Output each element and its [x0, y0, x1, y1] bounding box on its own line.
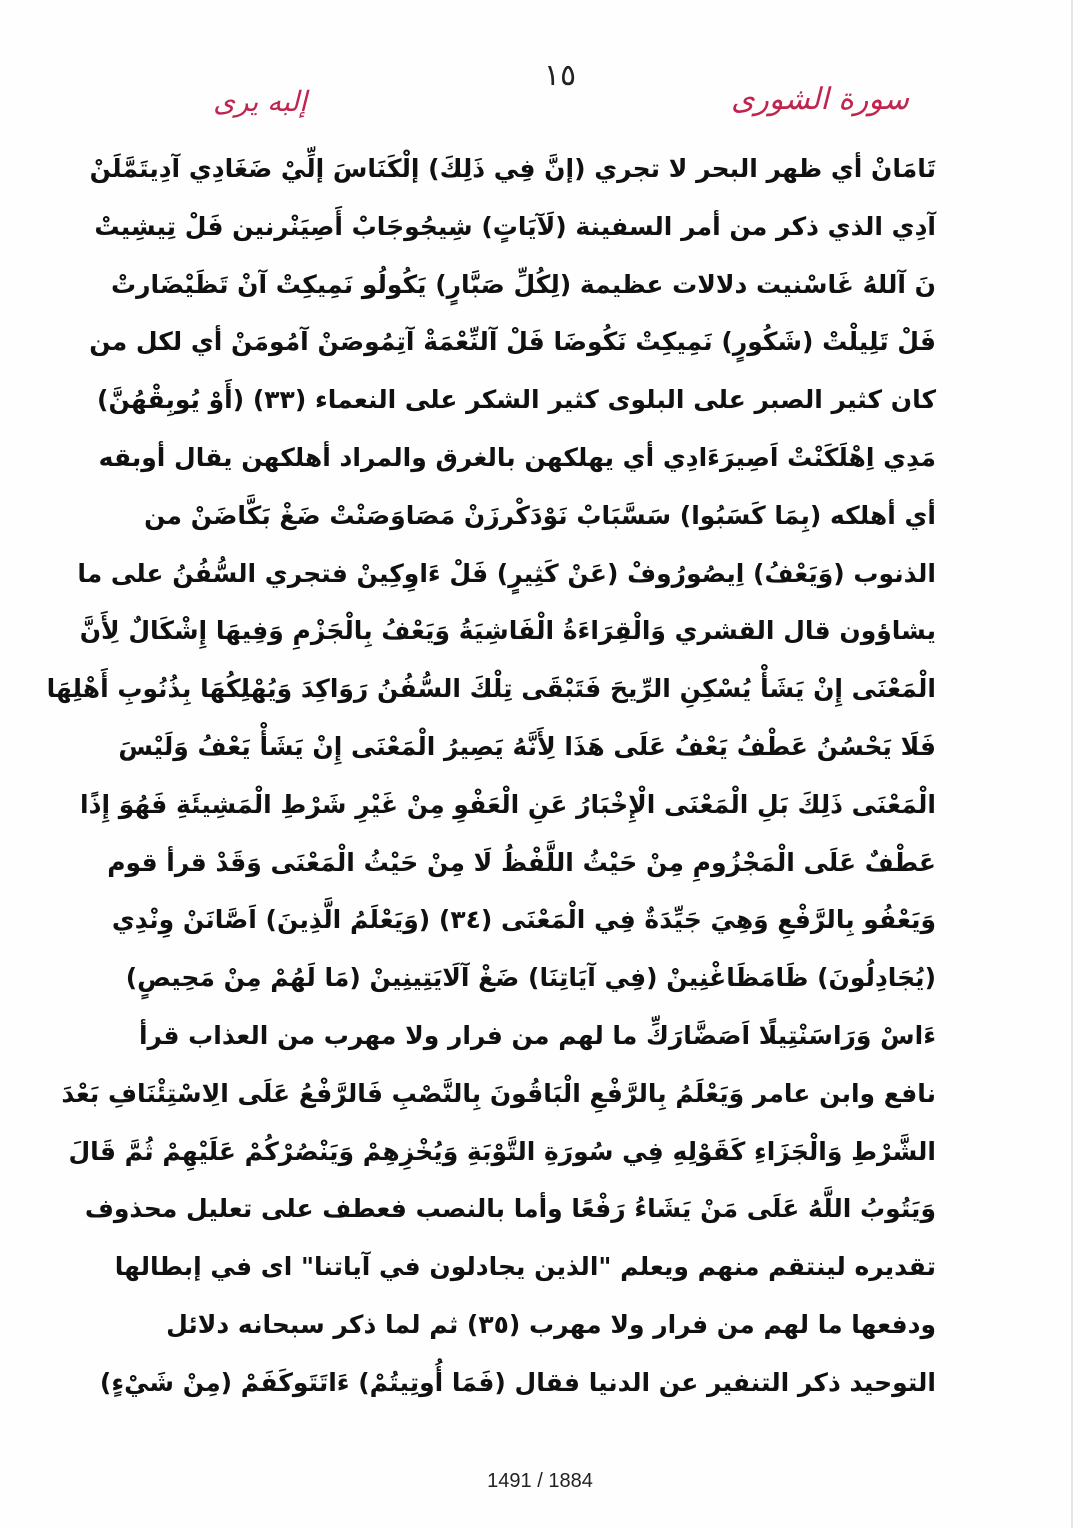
text-line: عَطْفٌ عَلَى الْمَجْزُومِ مِنْ حَيْثُ اللَّفْظُ لَا مِنْ حَيْثُ الْمَعْنَى وَقَدْ قرأ قوم — [107, 847, 936, 877]
text-line: فَلَا يَحْسُنُ عَطْفُ يَعْفُ عَلَى هَذَا لِأَنَّهُ يَصِيرُ الْمَعْنَى إِنْ يَشَأْ يَعْفُ وَلَيْسَ — [118, 731, 936, 761]
text-line: الْمَعْنَى ذَلِكَ بَلِ الْمَعْنَى الْإِخْبَارُ عَنِ الْعَفْوِ مِنْ غَيْرِ شَرْطِ الْمَشِيئَةِ فَهُوَ إِذًا — [80, 789, 936, 819]
text-line: ءَاسْ وَرَاسَنْتِيلًا اَصَضَّارَكِّ ما لهم من فرار ولا مهرب من العذاب قرأ — [138, 1020, 936, 1050]
text-line: يشاؤون قال القشري وَالْقِرَاءَةُ الْفَاشِيَةُ وَيَعْفُ بِالْجَزْمِ وَفِيهَا إِشْكَالٌ لِأَنَّ — [79, 616, 936, 646]
text-line: التوحيد ذكر التنفير عن الدنيا فقال (فَمَا أُوتِيتُمْ) ءَاتَتَوكَفَمْ (مِنْ شَيْءٍ) — [99, 1367, 936, 1397]
text-line: تقديره لينتقم منهم ويعلم "الذين يجادلون في آياتنا" اى في إبطالها — [114, 1252, 936, 1282]
text-line: (يُجَادِلُونَ) ظَامَظَاغْنِينْ (فِي آيَاتِنَا) ضَغْ آلَايَتِينِينْ (مَا لَهُمْ مِنْ مَحِيصٍ) — [125, 963, 936, 993]
text-line: آدِي الذي ذكر من أمر السفينة (لَآيَاتٍ) شِيجُوجَابْ أَصِيَنْرنين فَلْ تِيشِيتْ — [94, 211, 936, 241]
text-line: فَلْ تَلِيلْتْ (شَكُورٍ) نَمِيكِتْ نَكُوضَا فَلْ آلنِّعْمَةْ آتِمُوصَنْ آمُومَنْ أي لكل من — [89, 327, 936, 357]
text-line: تَامَانْ أي ظهر البحر لا تجري (إنَّ فِي ذَلِكَ) إلْكَنَاسَ إلِّيْ ضَغَادِي آدِيتَمَّلَنْ — [89, 154, 936, 183]
text-line: مَدِي اِهْلَكَنْتْ اَصِيرَءَادِي أي يهلكهن بالغرق والمراد أهلكهن يقال أوبقه — [98, 442, 936, 472]
text-line: كان كثير الصبر على البلوى كثير الشكر على النعماء (٣٣) (أَوْ يُوبِقْهُنَّ) — [97, 385, 936, 415]
page-edge — [1071, 0, 1073, 1528]
text-line: ودفعها ما لهم من فرار ولا مهرب (٣٥) ثم لما ذكر سبحانه دلائل — [166, 1309, 936, 1339]
body-text — [46, 140, 936, 1412]
handwritten-note: إلبه يرى — [213, 85, 307, 118]
text-line: وَيَتُوبُ اللَّهُ عَلَى مَنْ يَشَاءُ رَفْعًا وأما بالنصب فعطف على تعليل محذوف — [84, 1194, 936, 1224]
text-line: الْمَعْنَى إِنْ يَشَأْ يُسْكِنِ الرِّيحَ فَتَبْقَى تِلْكَ السُّفُنُ رَوَاكِدَ وَيُهْلِكُهَا بِذُنُوبِ أَهْلِهَا — [46, 674, 936, 704]
text-line: نافع وابن عامر وَيَعْلَمُ بِالرَّفْعِ الْبَاقُونَ بِالنَّصْبِ فَالرَّفْعُ عَلَى الِاسْتِئْنَافِ بَعْدَ — [61, 1078, 936, 1108]
page-indicator: 1491 / 1884 — [487, 1470, 593, 1492]
text-line: الشَّرْطِ وَالْجَزَاءِ كَقَوْلِهِ فِي سُورَةِ التَّوْبَةِ وَيُخْزِهِمْ وَيَنْصُرْكُمْ عَلَيْهِمْ ثُمَّ قَالَ — [68, 1136, 936, 1166]
handwritten-surah-title: سورة الشورى — [730, 82, 910, 117]
text-line: الذنوب (وَيَعْفُ) اِيصُورُوفْ (عَنْ كَثِيرٍ) فَلْ ءَاوِكِينْ فتجري السُّفُنُ على ما — [77, 558, 936, 588]
page-number: ١٥ — [543, 58, 577, 93]
text-line: وَيَعْفُو بِالرَّفْعِ وَهِيَ جَيِّدَةٌ فِي الْمَعْنَى (٣٤) (وَيَعْلَمُ الَّذِينَ) اَصَّانَنْ وِنْدِي — [111, 905, 936, 935]
text-line: نَ آللهُ غَاسْنيت دلالات عظيمة (لِكُلِّ صَبَّارٍ) يَكُولُو نَمِيكِتْ آنْ تَظَيْضَارتْ — [111, 269, 936, 299]
text-line: أي أهلكه (بِمَا كَسَبُوا) سَسَّبَابْ نَوْدَكْرزَنْ مَصَاوَصَنْتْ ضَغْ بَكَّاضَنْ من — [144, 500, 936, 530]
